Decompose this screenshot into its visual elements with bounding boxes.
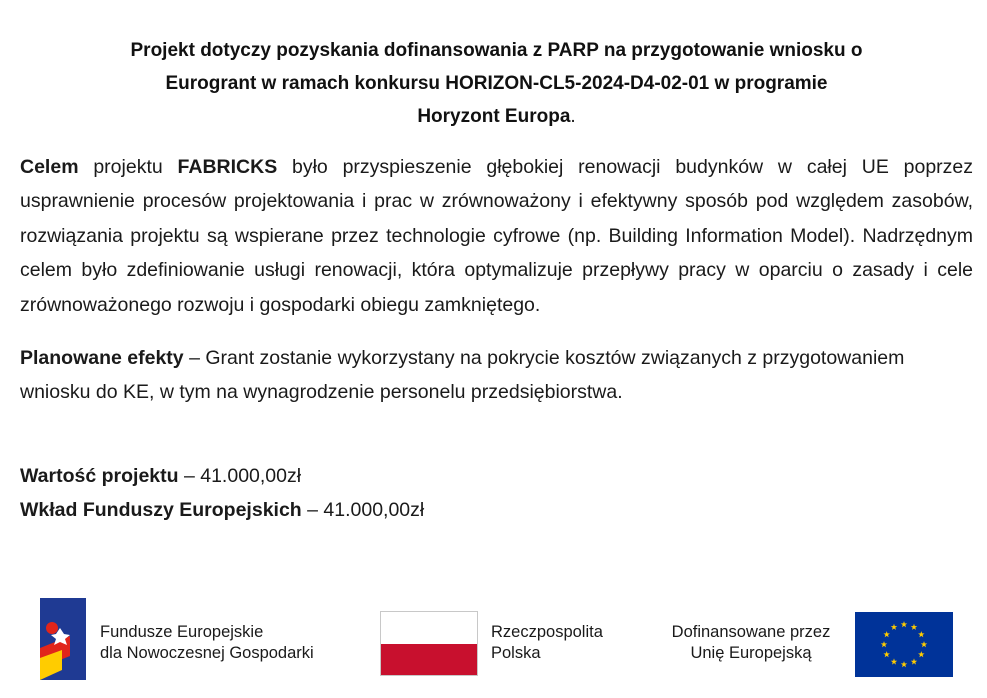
polish-flag-icon [380,611,478,676]
heading-program-name: Horyzont Europa [417,106,571,127]
pl-logo-text [491,622,603,664]
fe-logo-text [100,622,314,664]
document-heading [20,34,973,133]
project-name: FABRICKS [177,156,278,178]
planned-effects-text: – Grant zostanie wykorzystany na pokrycie kosztów związanych z przygotowaniem wniosku do KE, w tym na wynagrodzenie personelu przedsiębiorstwa. [20,347,905,404]
pl-logo-line-1: Rzeczpospolita [491,623,603,641]
eu-contribution-label: Wkład Funduszy Europejskich [20,498,302,521]
goal-text-1: projektu [78,156,178,178]
goal-text-2: było przyspieszenie głębokiej renowacji budynków w całej UE poprzez usprawnienie procesów projektowania i prac w zrównoważony i efektywny sposób pod względem zasobów, rozwiązania projektu są wspierane przez technologie cyfrowe (np. Building Information Model). Nadrzędnym celem było zdefiniowanie usługi renowacji, która optymalizuje przepływy pracy w oparciu o zasady i cele zrównoważonego rozwoju i gospodarki obiegu zamkniętego. [20,156,974,316]
heading-period: . [570,106,576,127]
funding-logos-bar [0,598,987,688]
fundusze-europejskie-icon [40,598,86,680]
project-value-row [20,459,973,493]
funding-values [20,459,973,527]
eu-contribution-row [20,493,973,527]
fe-logo-line-1: Fundusze Europejskie [100,623,264,641]
heading-line-2: Eurogrant w ramach konkursu HORIZON-CL5-2024-D4-02-01 w programie [165,73,828,94]
project-goal-paragraph [20,150,973,322]
heading-line-3 [20,100,973,133]
project-value-label: Wartość projektu [20,464,179,487]
planned-effects-paragraph [20,341,973,410]
project-value-amount: – 41.000,00zł [178,464,302,487]
pl-logo-line-2: Polska [491,644,541,662]
planned-effects-label: Planowane efekty [20,347,184,370]
eu-logo-text [658,622,844,664]
eu-logo-line-2: Unię Europejską [690,644,812,662]
document-page [20,0,973,527]
eu-flag-icon [855,612,953,677]
goal-label: Celem [20,156,79,178]
eu-logo-line-1: Dofinansowane przez [671,623,831,641]
fe-logo-line-2: dla Nowoczesnej Gospodarki [100,644,314,662]
eu-contribution-amount: – 41.000,00zł [301,498,425,521]
heading-line-1: Projekt dotyczy pozyskania dofinansowania z PARP na przygotowanie wniosku o [130,40,863,61]
